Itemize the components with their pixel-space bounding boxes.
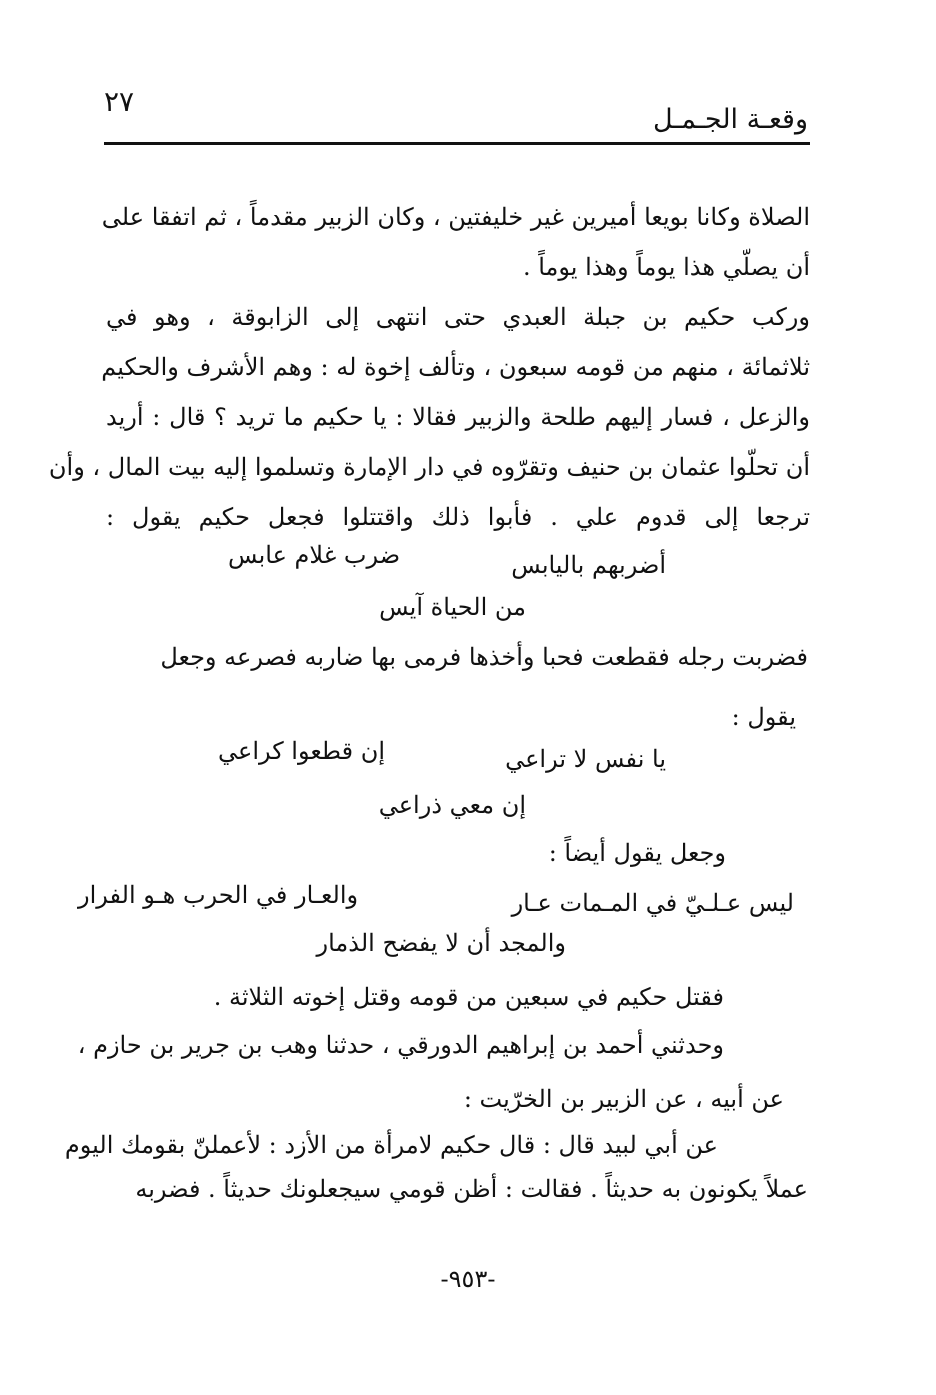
verse-right-hemistich: يا نفس لا تراعي xyxy=(505,745,666,773)
text-line: أن تحلّوا عثمان بن حنيف وتقرّوه في دار الإمارة وتسلموا إليه بيت المال ، وأن xyxy=(48,453,810,481)
text-line: ترجعا إلى قدوم علي . فأبوا ذلك واقتتلوا فجعل حكيم يقول : xyxy=(106,503,810,531)
verse-tail: من الحياة آيس xyxy=(379,593,526,621)
text-line: عن أبيه ، عن الزبير بن الخرّيت : xyxy=(463,1085,784,1113)
text-line: عملاً يكونون به حديثاً . فقالت : أظن قومي سيجعلونك حديثاً . فضربه xyxy=(135,1175,808,1203)
header-page-number: ٢٧ xyxy=(104,85,135,118)
running-header-title: وقعـة الجـمـل xyxy=(653,104,808,135)
verse-left-hemistich: ضرب غلام عابس xyxy=(228,541,401,569)
verse-tail: والمجد أن لا يفضح الذمار xyxy=(316,929,566,957)
text-line: فضربت رجله فقطعت فحبا وأخذها فرمى بها ضاربه فصرعه وجعل xyxy=(160,643,808,671)
text-line: عن أبي لبيد قال : قال حكيم لامرأة من الأزد : لأعملنّ بقومك اليوم xyxy=(64,1131,718,1159)
verse-right-hemistich: ليس عـلـيّ في المـمات عـار xyxy=(511,889,794,917)
footer-page-number: -٩٥٣- xyxy=(440,1265,496,1293)
verse-left-hemistich: والعـار في الحرب هـو الفرار xyxy=(78,881,359,909)
text-line: ثلاثمائة ، منهم من قومه سبعون ، وتألف إخوة له : وهم الأشرف والحكيم xyxy=(101,353,810,381)
verse-left-hemistich: إن قطعوا كراعي xyxy=(218,737,386,765)
verse-tail: إن معي ذراعي xyxy=(378,791,526,819)
text-line: وجعل يقول أيضاً : xyxy=(548,839,726,867)
text-line: أن يصلّي هذا يوماً وهذا يوماً . xyxy=(522,253,810,281)
text-line: الصلاة وكانا بويعا أميرين غير خليفتين ، وكان الزبير مقدماً ، ثم اتفقا على xyxy=(101,203,810,231)
text-line: فقتل حكيم في سبعين من قومه وقتل إخوته الثلاثة . xyxy=(213,983,724,1011)
header-divider xyxy=(104,142,810,145)
text-line: وحدثني أحمد بن إبراهيم الدورقي ، حدثنا وهب بن جرير بن حازم ، xyxy=(77,1031,724,1059)
text-line: يقول : xyxy=(731,703,796,731)
text-line: والزعل ، فسار إليهم طلحة والزبير فقالا : يا حكيم ما تريد ؟ قال : أريد xyxy=(106,403,810,431)
verse-right-hemistich: أضربهم باليابس xyxy=(511,551,666,579)
text-line: وركب حكيم بن جبلة العبدي حتى انتهى إلى الزابوقة ، وهو في xyxy=(106,303,810,331)
